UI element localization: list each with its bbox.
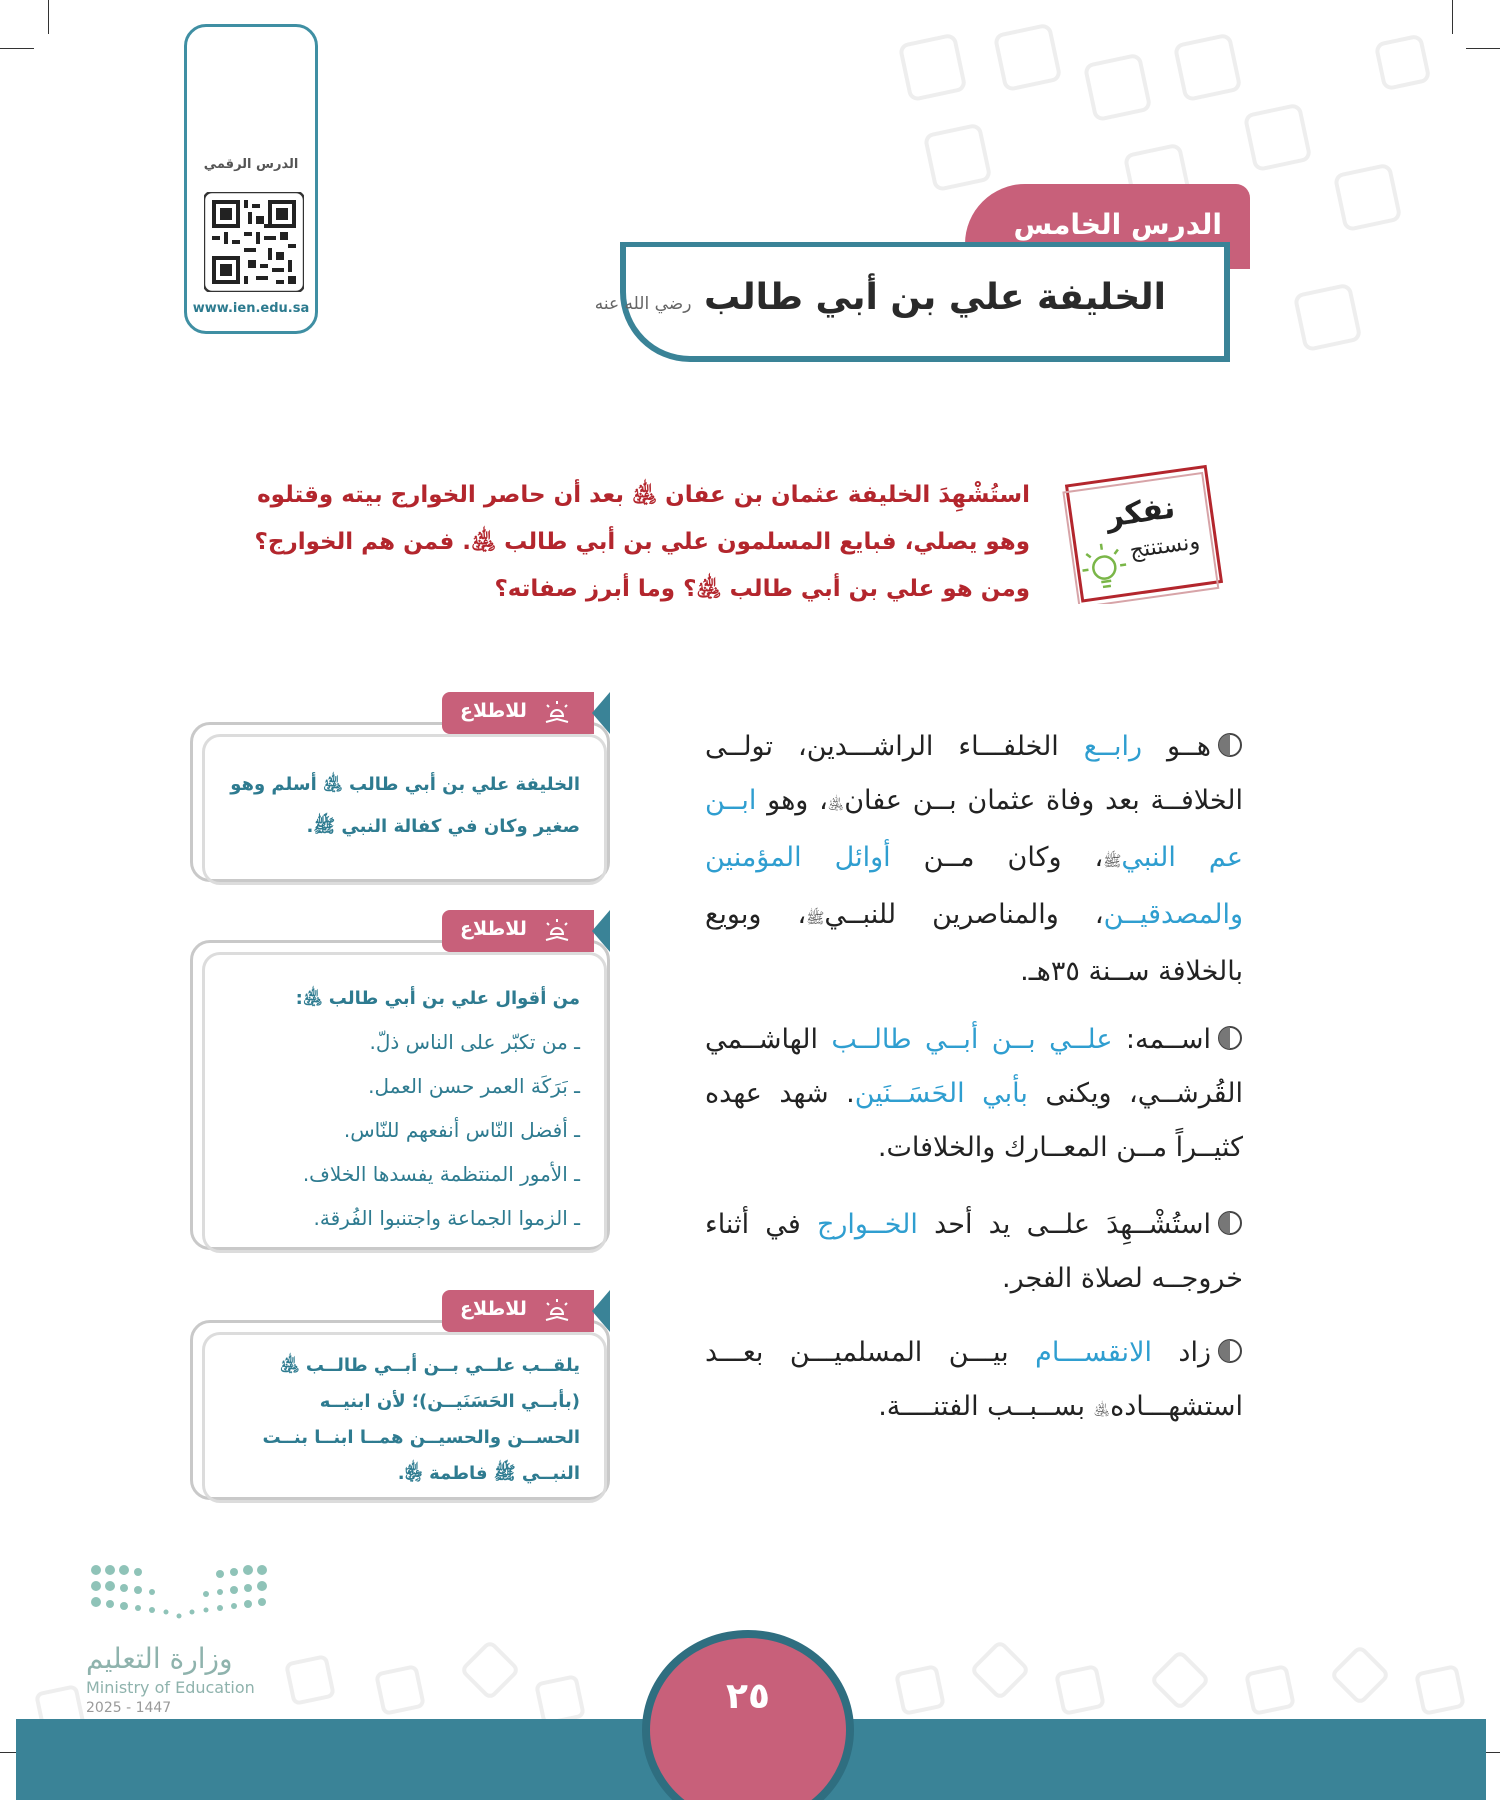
quote-item: ـ الأمور المنتظمة يفسدها الخلاف. <box>302 1162 580 1186</box>
text: بيـــن المسلميـــن بعـــد استشهـــاده <box>705 1337 1243 1422</box>
info-box-3 <box>190 1290 610 1500</box>
qr-code-icon[interactable] <box>204 192 304 292</box>
text: زاد <box>1151 1337 1211 1368</box>
text: استُشْــهِدَ علــى يد أحد <box>917 1209 1211 1240</box>
stamp-title: نفكر <box>1103 490 1178 535</box>
page-number: ٢٥ <box>726 1676 770 1717</box>
text: ، وبويع بالخلافة ســنة ٣٥هـ. <box>705 899 1243 987</box>
bullet-half-circle-icon <box>1217 1338 1243 1364</box>
highlight-text: علــي بــن أبــي طالــب <box>831 1024 1113 1055</box>
text: اســمه: <box>1112 1024 1211 1055</box>
honorific-mark: ﷺ <box>806 909 825 927</box>
info-tag-label: للاطلاع <box>460 1298 527 1320</box>
lesson-title-box <box>594 242 1230 362</box>
edition-year: 2025 - 1447 <box>86 1700 172 1716</box>
bullet-paragraph-4 <box>705 1326 1243 1437</box>
info-line: الخليفة علي بن أبي طالب ﵁ أسلم وهو <box>230 774 580 795</box>
info-tag <box>442 910 610 952</box>
highlight-text: رابــع <box>1083 731 1143 762</box>
text: هــو <box>1142 731 1211 762</box>
honorific-mark: ﷺ <box>1103 852 1122 870</box>
info-content <box>220 978 580 1240</box>
info-line: يلقــب علــي بــن أبــي طالــب ﵁ <box>279 1355 580 1376</box>
info-tag <box>442 1290 610 1332</box>
highlight-text: بأبي الحَسَــنَين <box>854 1078 1028 1109</box>
crop-mark <box>48 0 49 34</box>
info-tag-arrow <box>592 910 610 952</box>
honorific-mark: ﵁ <box>1093 1401 1111 1419</box>
text: ، وهو <box>756 785 828 816</box>
lesson-number: الدرس الخامس <box>1013 208 1222 241</box>
lesson-title-text: الخليفة علي بن أبي طالب <box>703 277 1166 318</box>
info-content <box>220 764 580 848</box>
info-content <box>220 1348 580 1492</box>
quote-item: ـ من تكبّر على الناس ذلّ. <box>369 1030 580 1054</box>
info-line: الحســن والحسيــن همــا ابنــا بنــت <box>262 1427 580 1448</box>
info-tag-label: للاطلاع <box>460 700 527 722</box>
info-box-1 <box>190 692 610 882</box>
crop-mark <box>0 48 34 49</box>
highlight-text: الخــوارج <box>816 1209 918 1240</box>
text: ، والمناصرين للنبــي <box>824 899 1104 930</box>
info-tag-arrow <box>592 1290 610 1332</box>
info-line: (بأبــي الحَسَنَيــن)؛ لأن ابنيــه <box>319 1391 580 1412</box>
highlight-text: أوائل المؤمنين والمصدقيــن <box>705 842 1243 930</box>
bullet-paragraph-1 <box>705 720 1243 999</box>
lesson-title <box>595 277 1166 318</box>
text: بســبــب الفتنــــة. <box>878 1391 1094 1422</box>
honorific-mark: ﵁ <box>827 795 845 813</box>
info-tag <box>442 692 610 734</box>
quote-item: ـ الزموا الجماعة واجتنبوا الفُرقة. <box>313 1206 580 1230</box>
text: . شهد عهده كثيــراً مــن المعــارك والخلافات. <box>705 1078 1243 1163</box>
highlight-text: الانقســـام <box>1035 1337 1152 1368</box>
reading-lamp-icon <box>542 1296 572 1326</box>
reading-lamp-icon <box>542 916 572 946</box>
reading-lamp-icon <box>542 698 572 728</box>
quote-item: ـ بَرَكَة العمر حسن العمل. <box>368 1074 580 1098</box>
crop-mark <box>1466 48 1500 49</box>
think-question <box>170 472 1030 613</box>
text: الهاشــمي القُرشــي، ويكنى <box>705 1024 1243 1109</box>
info-line: صغير وكان في كفالة النبي ﷺ. <box>306 816 580 837</box>
crop-mark <box>1452 0 1453 34</box>
website-url[interactable]: www.ien.edu.sa <box>192 301 310 316</box>
info-box-2 <box>190 910 610 1250</box>
info-line: النبــي ﷺ فاطمة ﵂. <box>397 1463 580 1484</box>
bullet-paragraph-3 <box>705 1198 1243 1306</box>
text: في أثناء خروجــه لصلاة الفجر. <box>705 1209 1243 1294</box>
bullet-paragraph-2 <box>705 1013 1243 1175</box>
think-line: وهو يصلي، فبايع المسلمون علي بن أبي طالب ﵁. فمن هم الخوارج؟ <box>254 529 1030 555</box>
stamp-subtitle: ونستنتج <box>1128 529 1202 564</box>
think-conclude-stamp <box>1058 464 1226 604</box>
digital-lesson-label: الدرس الرقمي <box>203 157 299 172</box>
text: ، وكان مــن <box>890 842 1104 873</box>
ministry-name-arabic: وزارة التعليم <box>86 1642 233 1675</box>
highlight-text: ابــن عم النبي <box>705 785 1243 873</box>
bullet-half-circle-icon <box>1217 1210 1243 1236</box>
think-line: استُشْهِدَ الخليفة عثمان بن عفان ﵁ بعد أن حاصر الخوارج بيته وقتلوه <box>257 482 1030 508</box>
text: الخلفـــاء الراشـــدين، تولــى الخلافــة بعد وفاة عثمان بــن عفان <box>705 731 1243 816</box>
ministry-name-english: Ministry of Education <box>86 1678 255 1697</box>
info-tag-arrow <box>592 692 610 734</box>
quote-item: ـ أفضل النّاس أنفعهم للنّاس. <box>343 1118 580 1142</box>
quotes-heading: من أقوال علي بن أبي طالب ﵁: <box>295 988 580 1009</box>
honorific-text: رضي الله عنه <box>594 294 692 314</box>
bullet-half-circle-icon <box>1217 1025 1243 1051</box>
digital-lesson-card[interactable] <box>184 24 318 334</box>
page-number-badge <box>642 1630 854 1800</box>
info-tag-label: للاطلاع <box>460 918 527 940</box>
think-line: ومن هو علي بن أبي طالب ﵁؟ وما أبرز صفاته؟ <box>494 576 1030 602</box>
bullet-half-circle-icon <box>1217 732 1243 758</box>
